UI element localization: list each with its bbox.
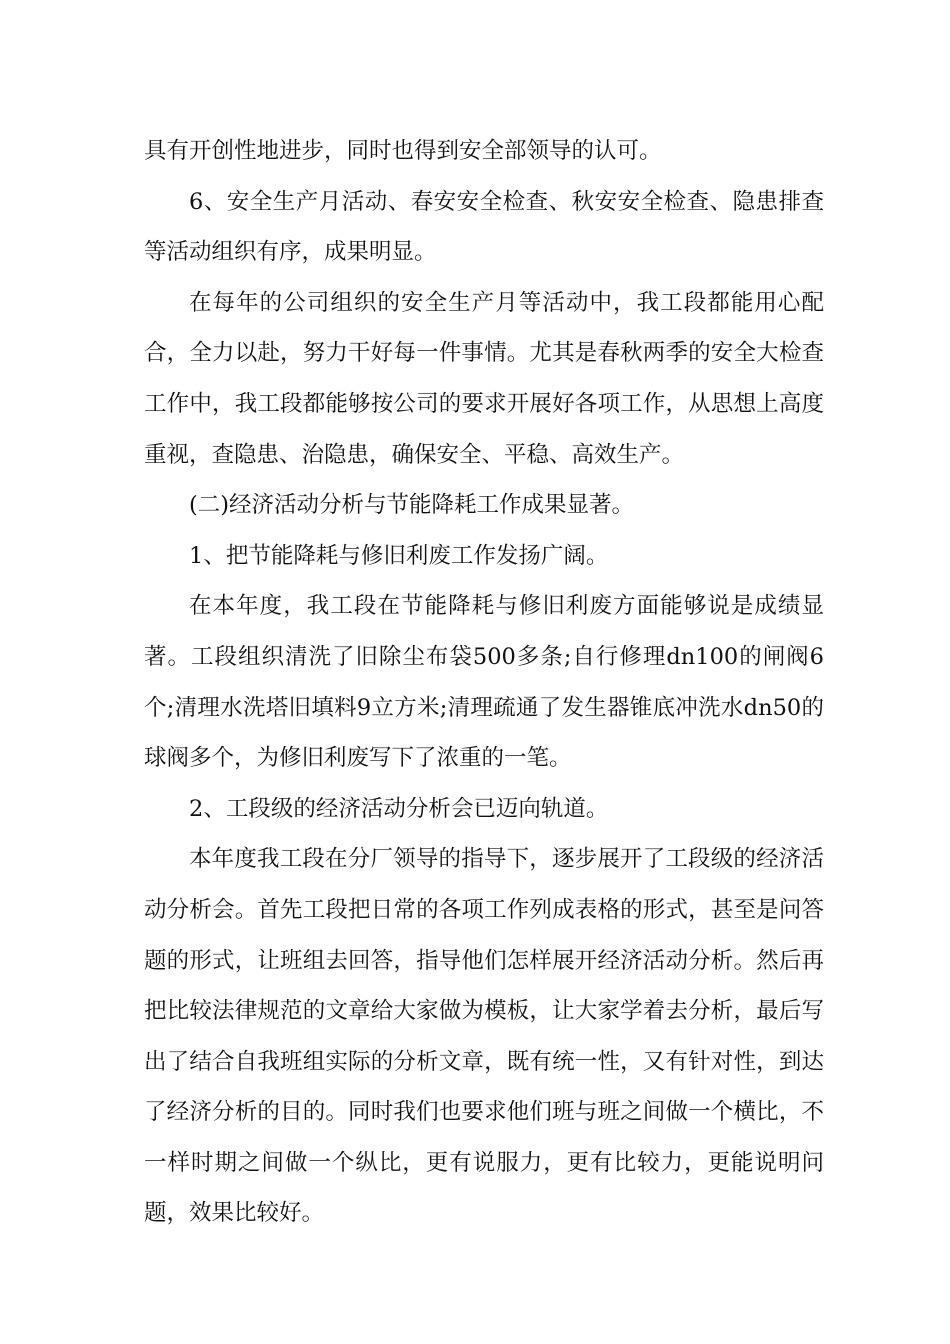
section-heading-2: (二)经济活动分析与节能降耗工作成果显著。: [189, 492, 635, 519]
subheading-1: 1、把节能降耗与修旧利废工作发扬广阔。: [189, 542, 609, 569]
document-body: [144, 126, 824, 1239]
paragraph-energy-saving: 在本年度，我工段在节能降耗与修旧利废方面能够说是成绩显著。工段组织清洗了旧除尘布袋500多条;自行修理dn100的闸阀6个;清理水洗塔旧填料9立方米;清理疏通了发生器锥底冲洗水dn50的球阀多个，为修旧利废写下了浓重的一笔。: [144, 593, 824, 772]
paragraph-economic-analysis: 本年度我工段在分厂领导的指导下，逐步展开了工段级的经济活动分析会。首先工段把日常的各项工作列成表格的形式，甚至是问答题的形式，让班组去回答，指导他们怎样展开经济活动分析。然后再把比较法律规范的文章给大家做为模板，让大家学着去分析，最后写出了结合自我班组实际的分析文章，既有统一性，又有针对性，到达了经济分析的目的。同时我们也要求他们班与班之间做一个横比，不一样时期之间做一个纵比，更有说服力，更有比较力，更能说明问题，效果比较好。: [144, 846, 824, 1227]
subheading-2: 2、工段级的经济活动分析会已迈向轨道。: [189, 795, 609, 822]
paragraph-item-6: 6、安全生产月活动、春安安全检查、秋安安全检查、隐患排查等活动组织有序，成果明显。: [144, 188, 824, 266]
paragraph-safety-month: 在每年的公司组织的安全生产月等活动中，我工段都能用心配合，全力以赴，努力干好每一件事情。尤其是春秋两季的安全大检查工作中，我工段都能够按公司的要求开展好各项工作，从思想上高度重视，查隐患、治隐患，确保安全、平稳、高效生产。: [144, 289, 824, 468]
paragraph-continuation: 具有开创性地进步，同时也得到安全部领导的认可。: [144, 138, 662, 164]
